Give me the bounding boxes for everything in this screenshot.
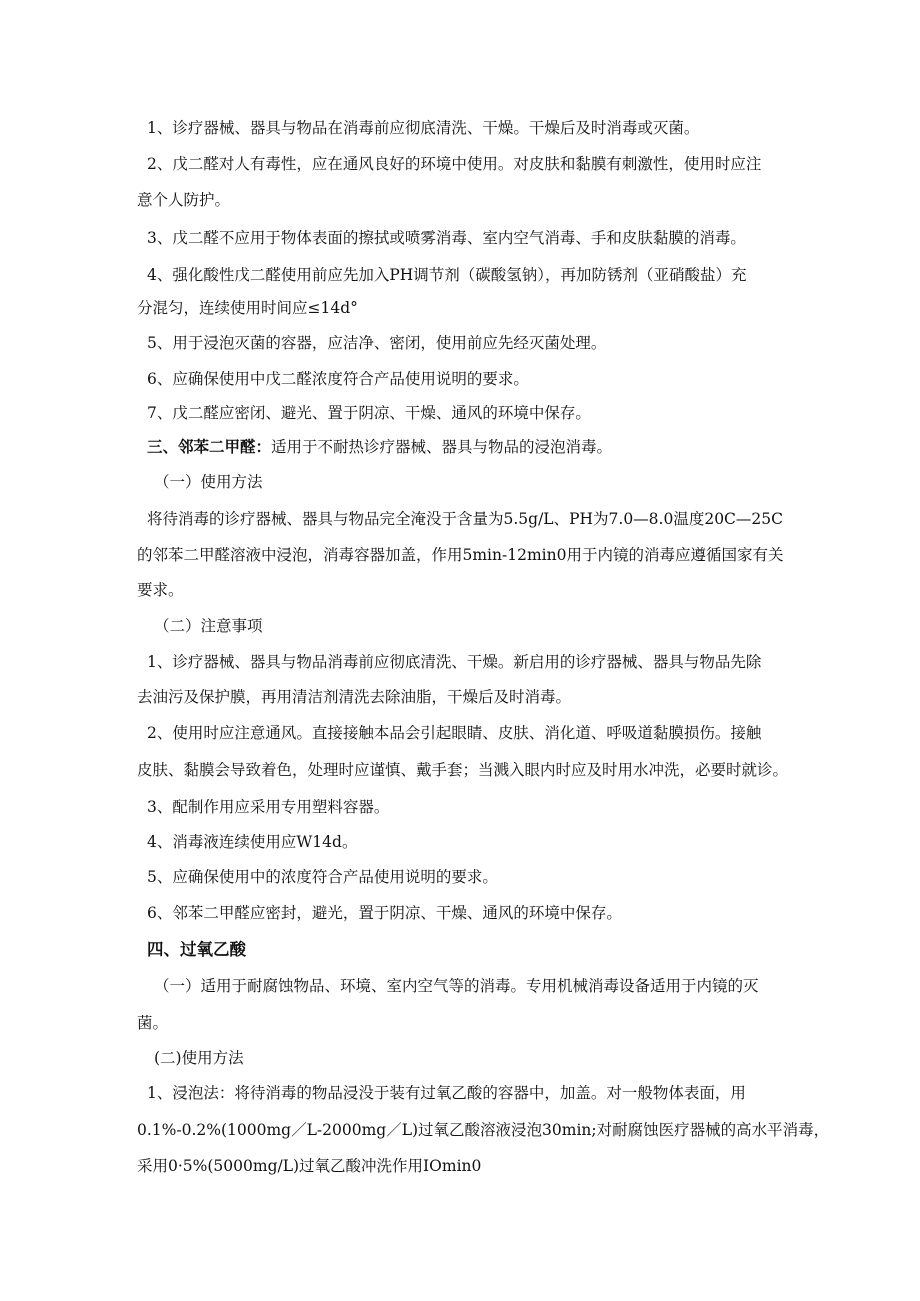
paragraph-line: 1、诊疗器械、器具与物品在消毒前应彻底清洗、干燥。干燥后及时消毒或灭菌。 <box>147 119 700 137</box>
paragraph-line: 6、应确保使用中戊二醛浓度符合产品使用说明的要求。 <box>147 370 529 388</box>
paragraph-line: 1、浸泡法：将待消毒的物品浸没于装有过氧乙酸的容器中，加盖。对一般物体表面，用 <box>147 1084 746 1102</box>
paragraph-line: 3、戊二醛不应用于物体表面的擦拭或喷雾消毒、室内空气消毒、手和皮肤黏膜的消毒。 <box>147 229 746 247</box>
paragraph-line: 4、强化酸性戊二醛使用前应先加入PH调节剂（碳酸氢钠），再加防锈剂（亚硝酸盐）充 <box>147 266 747 284</box>
paragraph-line: 的邻苯二甲醛溶液中浸泡，消毒容器加盖，作用5min-12min0用于内镜的消毒应遵循国家有关 <box>137 546 784 564</box>
paragraph-line: 7、戊二醛应密闭、避光、置于阴凉、干燥、通风的环境中保存。 <box>147 404 591 422</box>
section-3-line <box>0 437 920 457</box>
paragraph-line: 1、诊疗器械、器具与物品消毒前应彻底清洗、干燥。新启用的诊疗器械、器具与物品先除 <box>147 653 762 671</box>
subheading-usage-2: (二)使用方法 <box>154 1049 244 1067</box>
paragraph-line: 4、消毒液连续使用应W14d。 <box>147 833 358 851</box>
subheading-notes: （二）注意事项 <box>154 617 263 635</box>
paragraph-line: 去油污及保护膜，再用清洁剂清洗去除油脂，干燥后及时消毒。 <box>137 688 572 706</box>
paragraph-line: 5、用于浸泡灭菌的容器，应洁净、密闭，使用前应先经灭菌处理。 <box>147 334 607 352</box>
paragraph-line: 意个人防护。 <box>137 191 231 209</box>
paragraph-line: 2、戊二醛对人有毒性，应在通风良好的环境中使用。对皮肤和黏膜有刺激性，使用时应注 <box>147 155 762 173</box>
section-3-description: 适用于不耐热诊疗器械、器具与物品的浸泡消毒。 <box>271 438 613 456</box>
paragraph-line: （一）适用于耐腐蚀物品、环境、室内空气等的消毒。专用机械消毒设备适用于内镜的灭 <box>154 977 759 995</box>
paragraph-line: 2、使用时应注意通风。直接接触本品会引起眼睛、皮肤、消化道、呼吸道黏膜损伤。接触 <box>147 724 762 742</box>
paragraph-line: 将待消毒的诊疗器械、器具与物品完全淹没于含量为5.5g/L、PH为7.0—8.0温度20C—25C <box>147 510 784 528</box>
section-3-heading: 三、邻苯二甲醛： <box>147 438 272 456</box>
paragraph-line: 菌。 <box>137 1014 169 1032</box>
paragraph-line: 5、应确保使用中的浓度符合产品使用说明的要求。 <box>147 868 498 886</box>
paragraph-line: 6、邻苯二甲醛应密封，避光，置于阴凉、干燥、通风的环境中保存。 <box>147 904 622 922</box>
paragraph-line: 要求。 <box>137 581 184 599</box>
subheading-usage: （一）使用方法 <box>154 473 263 491</box>
paragraph-line: 0.1%-0.2%(1000mg／L-2000mg／L)过氧乙酸溶液浸泡30min;对耐腐蚀医疗器械的高水平消毒， <box>137 1121 830 1139</box>
paragraph-line: 皮肤、黏膜会导致着色，处理时应谨慎、戴手套；当溅入眼内时应及时用水冲洗，必要时就诊。 <box>137 761 789 779</box>
section-4-heading: 四、过氧乙酸 <box>147 940 246 959</box>
paragraph-line: 分混匀，连续使用时间应≤14d° <box>137 299 358 317</box>
paragraph-line: 3、配制作用应采用专用塑料容器。 <box>147 798 390 816</box>
paragraph-line: 采用0·5%(5000mg/L)过氧乙酸冲洗作用IOmin0 <box>137 1157 482 1175</box>
